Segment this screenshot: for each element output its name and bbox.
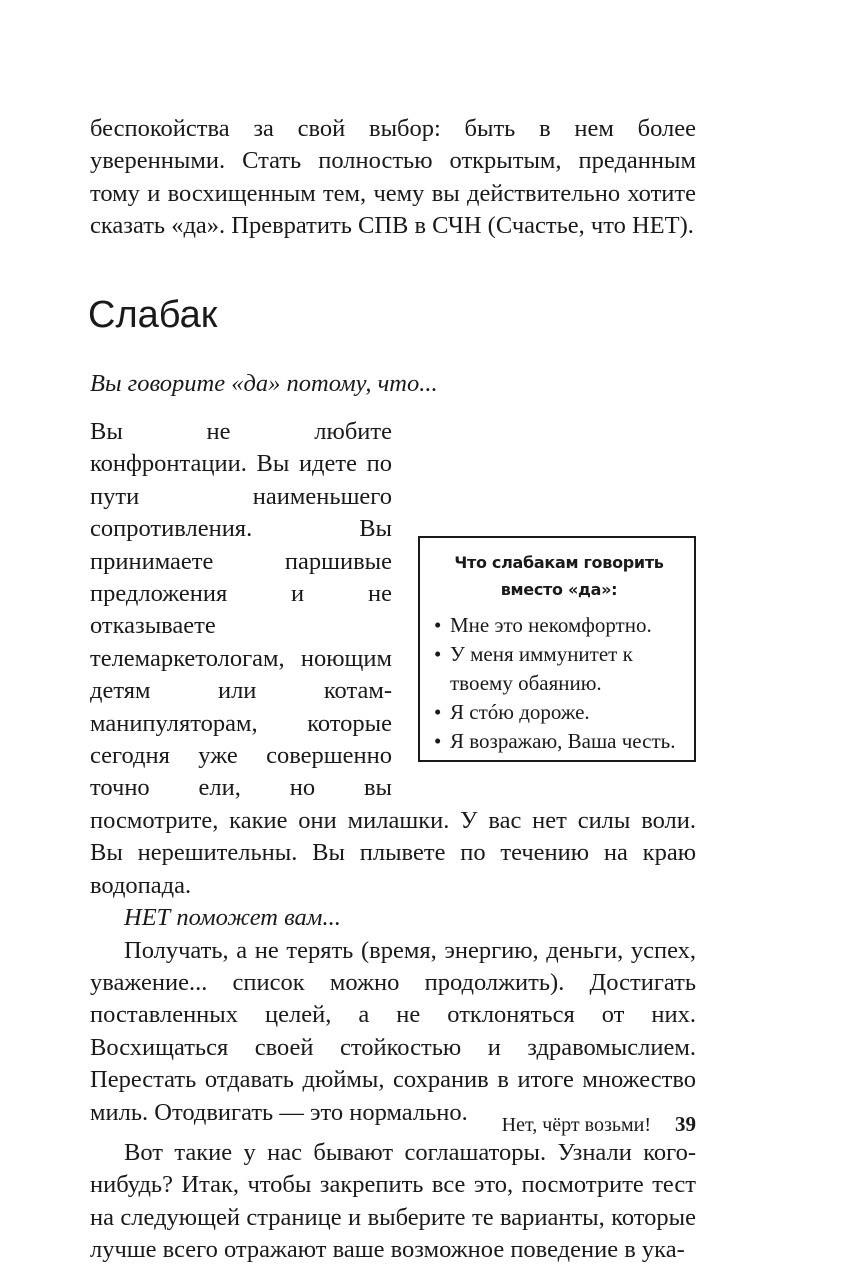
sidebar-item: • Я возражаю, Ваша честь. [434, 727, 684, 756]
section-heading: Слабак [88, 294, 218, 336]
sidebar-item: • Я стóю дороже. [434, 698, 684, 727]
sidebar-item: • Мне это некомфортно. [434, 611, 684, 640]
paragraph-4: Вот такие у нас бывают соглашаторы. Узнали кого-нибудь? Итак, чтобы закрепить все это, посмотрите тест на следующей странице и выберите те варианты, которые лучше всего отражают ваше возможное поведение в ука- [90, 1138, 696, 1264]
paragraph-3: Получать, а не терять (время, энергию, деньги, успех, уважение... список можно продолжить). Достигать поставленных целей, а не отклоняться от них. Восхищаться своей стойкостью и здравомыслием. Перестать отдавать дюймы, сохранив в итоге множество миль. Отодвигать — это нормально. [90, 936, 696, 1126]
sidebar-item: • У меня иммунитет к твоему обаянию. [434, 642, 633, 695]
paragraph-2: НЕТ поможет вам... [124, 904, 341, 932]
sidebar-title: Что слабакам говорить вместо «да»: [454, 553, 664, 599]
paragraph-continuation: беспокойства за свой выбор: быть в нем более уверенными. Стать полностью открытым, преданным тому и восхищенным тем, чему вы действительно хотите сказать «да». Превратить СПВ в СЧН (Счастье, что НЕТ). [90, 115, 696, 240]
sidebar-box [418, 536, 696, 762]
page-number: 39 [675, 1112, 696, 1136]
sidebar-list [434, 611, 684, 756]
section-lead: Вы говорите «да» потому, что... [90, 370, 438, 397]
bullet-icon: • [434, 613, 442, 637]
paragraph-1: Вы не любите конфронтации. Вы идете по пути наименьшего сопротивления. Вы принимаете паршивые предложения и не отказываете телемаркетологам, ноющим детям или котам-манипуляторам, которые сегодня уже совершенно точно ели, но вы посмотрите, какие они милашки. У вас нет силы воли. Вы нерешительны. Вы плывете по течению на краю водопада. [90, 418, 696, 899]
page-footer [470, 1110, 696, 1139]
bullet-icon: • [434, 642, 442, 666]
running-title: Нет, чёрт возьми! [501, 1114, 651, 1136]
bullet-icon: • [434, 700, 442, 724]
bullet-icon: • [434, 729, 442, 753]
